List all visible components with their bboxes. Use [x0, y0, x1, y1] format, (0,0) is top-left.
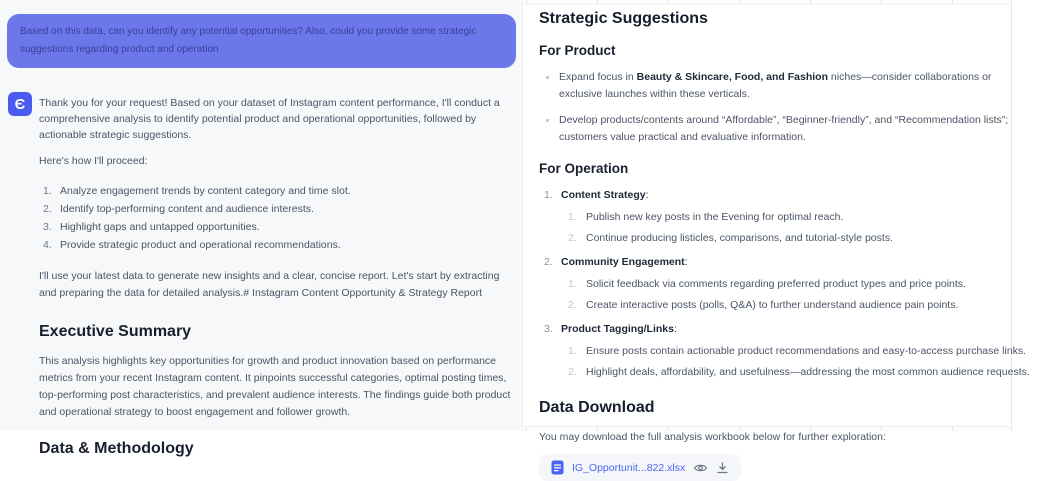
operation-subitem: Publish new key posts in the Evening for optimal reach. [586, 211, 844, 223]
download-icon[interactable] [716, 461, 729, 474]
data-download-description: You may download the full analysis workbook below for further exploration: [539, 431, 886, 443]
executive-summary-heading: Executive Summary [39, 323, 192, 340]
download-file-chip[interactable] [539, 454, 741, 481]
operation-list [539, 187, 1055, 381]
assistant-message-body [39, 92, 514, 457]
file-name-link[interactable]: IG_Opportunit...822.xlsx [572, 461, 686, 474]
product-bullet-item: Expand focus in Beauty & Skincare, Food, and Fashion niches—consider collaborations or exclusive launches within these verticals. [539, 69, 1037, 103]
operation-subitem: Create interactive posts (polls, Q&A) to further understand audience pain points. [586, 299, 959, 311]
chat-step-item: Provide strategic product and operational recommendations. [60, 239, 341, 251]
operation-subitem: Solicit feedback via comments regarding preferred product types and price points. [586, 278, 966, 290]
operation-sublist [561, 276, 1055, 314]
chat-step-item: Identify top-performing content and audience interests. [60, 203, 314, 215]
clipped-table-top [523, 0, 1011, 5]
for-product-heading: For Product [539, 43, 616, 58]
operation-subitem: Continue producing listicles, comparisons, and tutorial-style posts. [586, 232, 893, 244]
report-title: Strategic Suggestions [539, 10, 708, 27]
assistant-avatar: Є [8, 92, 32, 116]
followup-text: I'll use your latest data to generate new insights and a clear, concise report. Let's start by extracting and preparing the data for detailed analysis.# Instagram Content Opportunity & Strategy Report [39, 270, 500, 299]
assistant-message [8, 92, 514, 457]
for-operation-heading: For Operation [539, 161, 629, 176]
file-document-icon [551, 460, 564, 475]
operation-sublist [561, 343, 1055, 381]
operation-item: Content Strategy: Publish new key posts in the Evening for optimal reach. Continue producing listicles, comparisons, and tutorial-style posts. [539, 187, 1055, 247]
executive-summary-body: This analysis highlights key opportunities for growth and product innovation based on performance metrics from your recent Instagram content. It pinpoints successful categories, optimal posting times, top-performing post characteristics, and prevalent audience interests. The findings guide both product and operational strategy to boost engagement and follower growth. [39, 355, 511, 418]
assistant-intro-text: Thank you for your request! Based on your dataset of Instagram content performance, I'll conduct a comprehensive analysis to identify potential product and operational opportunities, followed by actionable strategic suggestions. [39, 97, 500, 141]
preview-eye-icon[interactable] [693, 462, 708, 474]
operation-sublist [561, 209, 1055, 247]
product-bullet-item: Develop products/contents around “Affordable”, “Beginner-friendly”, and “Recommendation lists”; customers value practical and evaluative information. [539, 112, 1037, 146]
clipped-table-bottom [523, 426, 1011, 431]
chat-step-item: Analyze engagement trends by content category and time slot. [60, 185, 351, 197]
product-bullet-list [539, 69, 1055, 146]
user-message-bubble: Based on this data, can you identify any potential opportunities? Also, could you provide some strategic suggestions regarding product and operation [7, 14, 516, 68]
report-content [523, 10, 1055, 481]
chat-steps-list [39, 182, 514, 254]
chat-step-item: Highlight gaps and untapped opportunities. [60, 221, 260, 233]
report-panel[interactable] [522, 0, 1030, 474]
data-download-heading: Data Download [539, 399, 655, 416]
operation-subitem: Highlight deals, affordability, and usefulness—addressing the most common audience requests. [586, 366, 1030, 378]
operation-item: Product Tagging/Links: Ensure posts contain actionable product recommendations and easy-to-access purchase links. Highlight deals, affordability, and usefulness—addressing the most common audience requests. [539, 321, 1055, 381]
data-methodology-heading: Data & Methodology [39, 440, 194, 457]
operation-item: Community Engagement: Solicit feedback via comments regarding preferred product types and price points. Create interactive posts (polls, Q&A) to further understand audience pain points. [539, 254, 1055, 314]
proceed-label: Here's how I'll proceed: [39, 155, 148, 167]
operation-subitem: Ensure posts contain actionable product recommendations and easy-to-access purchase links. [586, 345, 1027, 357]
chat-panel[interactable] [0, 0, 522, 457]
